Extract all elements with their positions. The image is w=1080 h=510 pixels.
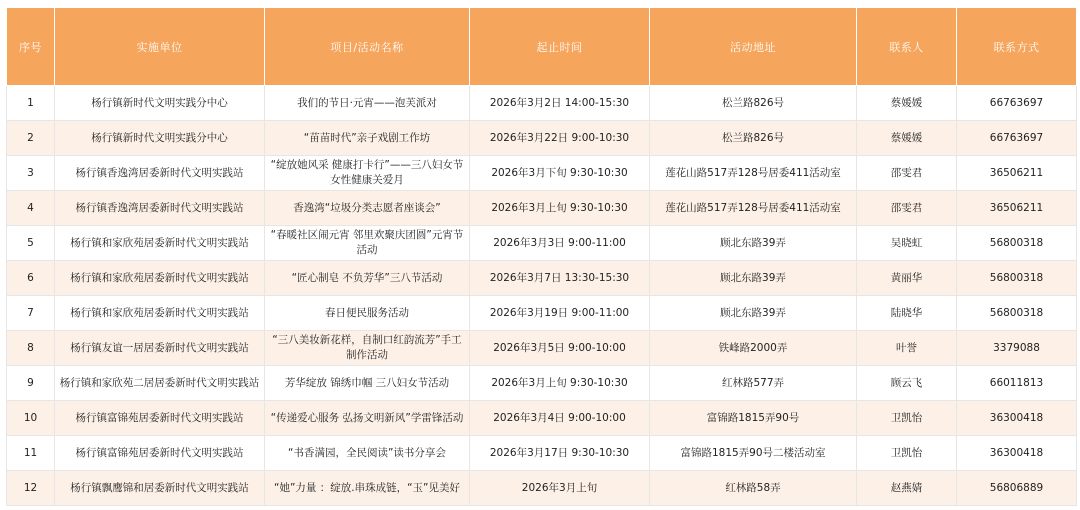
cell-time: 2026年3月下旬 9:30-10:30 bbox=[470, 156, 650, 191]
table-row bbox=[7, 191, 1077, 226]
table-row bbox=[7, 226, 1077, 261]
cell-contact: 吴晓虹 bbox=[857, 226, 957, 261]
cell-address: 顾北东路39弄 bbox=[650, 226, 857, 261]
cell-activity-name: “绽放她风采 健康打卡行”——三八妇女节女性健康关爱月 bbox=[265, 156, 470, 191]
cell-unit: 杨行镇和家欣苑居委新时代文明实践站 bbox=[55, 296, 265, 331]
cell-index: 8 bbox=[7, 331, 55, 366]
cell-phone: 56806889 bbox=[957, 471, 1077, 506]
cell-unit: 杨行镇飘鹰锦和居委新时代文明实践站 bbox=[55, 471, 265, 506]
cell-address: 顾北东路39弄 bbox=[650, 261, 857, 296]
cell-address: 莲花山路517弄128号居委411活动室 bbox=[650, 191, 857, 226]
table-row bbox=[7, 331, 1077, 366]
cell-index: 1 bbox=[7, 86, 55, 121]
cell-activity-name: 香逸湾“垃圾分类志愿者座谈会” bbox=[265, 191, 470, 226]
header-unit: 实施单位 bbox=[55, 8, 265, 86]
cell-unit: 杨行镇香逸湾居委新时代文明实践站 bbox=[55, 191, 265, 226]
cell-phone: 36506211 bbox=[957, 191, 1077, 226]
cell-address: 莲花山路517弄128号居委411活动室 bbox=[650, 156, 857, 191]
header-address: 活动地址 bbox=[650, 8, 857, 86]
table-row bbox=[7, 261, 1077, 296]
table-row bbox=[7, 156, 1077, 191]
cell-unit: 杨行镇富锦苑居委新时代文明实践站 bbox=[55, 401, 265, 436]
cell-time: 2026年3月5日 9:00-10:00 bbox=[470, 331, 650, 366]
cell-phone: 66763697 bbox=[957, 121, 1077, 156]
activity-table-container bbox=[6, 7, 1076, 506]
header-index: 序号 bbox=[7, 8, 55, 86]
cell-phone: 36506211 bbox=[957, 156, 1077, 191]
cell-time: 2026年3月4日 9:00-10:00 bbox=[470, 401, 650, 436]
cell-index: 11 bbox=[7, 436, 55, 471]
cell-contact: 卫凯怡 bbox=[857, 401, 957, 436]
cell-address: 松兰路826号 bbox=[650, 121, 857, 156]
cell-index: 4 bbox=[7, 191, 55, 226]
cell-contact: 顾云飞 bbox=[857, 366, 957, 401]
cell-activity-name: “苗苗时代”亲子戏剧工作坊 bbox=[265, 121, 470, 156]
cell-contact: 赵燕婧 bbox=[857, 471, 957, 506]
cell-time: 2026年3月17日 9:30-10:30 bbox=[470, 436, 650, 471]
cell-phone: 56800318 bbox=[957, 226, 1077, 261]
cell-activity-name: “春暖社区闹元宵 邻里欢聚庆团圆”元宵节活动 bbox=[265, 226, 470, 261]
cell-index: 12 bbox=[7, 471, 55, 506]
cell-unit: 杨行镇和家欣苑居委新时代文明实践站 bbox=[55, 226, 265, 261]
cell-unit: 杨行镇新时代文明实践分中心 bbox=[55, 86, 265, 121]
cell-phone: 66011813 bbox=[957, 366, 1077, 401]
table-row bbox=[7, 436, 1077, 471]
table-header-row bbox=[7, 8, 1077, 86]
header-activity-name: 项目/活动名称 bbox=[265, 8, 470, 86]
cell-contact: 陆晓华 bbox=[857, 296, 957, 331]
cell-phone: 66763697 bbox=[957, 86, 1077, 121]
cell-contact: 蔡媛媛 bbox=[857, 121, 957, 156]
cell-time: 2026年3月上旬 9:30-10:30 bbox=[470, 366, 650, 401]
header-time: 起止时间 bbox=[470, 8, 650, 86]
cell-index: 7 bbox=[7, 296, 55, 331]
cell-address: 富锦路1815弄90号 bbox=[650, 401, 857, 436]
cell-activity-name: 我们的节日·元宵——泡芙派对 bbox=[265, 86, 470, 121]
cell-address: 顾北东路39弄 bbox=[650, 296, 857, 331]
cell-unit: 杨行镇香逸湾居委新时代文明实践站 bbox=[55, 156, 265, 191]
table-body bbox=[7, 86, 1077, 506]
cell-contact: 邵雯君 bbox=[857, 191, 957, 226]
cell-index: 5 bbox=[7, 226, 55, 261]
cell-contact: 叶誉 bbox=[857, 331, 957, 366]
cell-activity-name: 春日便民服务活动 bbox=[265, 296, 470, 331]
table-row bbox=[7, 366, 1077, 401]
cell-index: 9 bbox=[7, 366, 55, 401]
table-row bbox=[7, 471, 1077, 506]
table-row bbox=[7, 86, 1077, 121]
cell-unit: 杨行镇富锦苑居委新时代文明实践站 bbox=[55, 436, 265, 471]
cell-phone: 3379088 bbox=[957, 331, 1077, 366]
cell-time: 2026年3月上旬 bbox=[470, 471, 650, 506]
cell-address: 铁峰路2000弄 bbox=[650, 331, 857, 366]
cell-activity-name: “她”力量 ：绽放.串珠成链，“玉”见美好 bbox=[265, 471, 470, 506]
cell-time: 2026年3月2日 14:00-15:30 bbox=[470, 86, 650, 121]
cell-unit: 杨行镇新时代文明实践分中心 bbox=[55, 121, 265, 156]
cell-unit: 杨行镇和家欣苑二居居委新时代文明实践站 bbox=[55, 366, 265, 401]
cell-contact: 卫凯怡 bbox=[857, 436, 957, 471]
header-phone: 联系方式 bbox=[957, 8, 1077, 86]
cell-phone: 56800318 bbox=[957, 261, 1077, 296]
activity-table bbox=[6, 7, 1077, 506]
cell-index: 3 bbox=[7, 156, 55, 191]
cell-index: 6 bbox=[7, 261, 55, 296]
cell-time: 2026年3月7日 13:30-15:30 bbox=[470, 261, 650, 296]
cell-time: 2026年3月22日 9:00-10:30 bbox=[470, 121, 650, 156]
cell-contact: 蔡媛媛 bbox=[857, 86, 957, 121]
cell-contact: 黄丽华 bbox=[857, 261, 957, 296]
cell-address: 红林路577弄 bbox=[650, 366, 857, 401]
cell-address: 松兰路826号 bbox=[650, 86, 857, 121]
cell-index: 10 bbox=[7, 401, 55, 436]
cell-activity-name: “传递爱心服务 弘扬文明新风”学雷锋活动 bbox=[265, 401, 470, 436]
cell-index: 2 bbox=[7, 121, 55, 156]
table-row bbox=[7, 121, 1077, 156]
cell-activity-name: “书香满园，全民阅读”读书分享会 bbox=[265, 436, 470, 471]
cell-address: 富锦路1815弄90号二楼活动室 bbox=[650, 436, 857, 471]
cell-unit: 杨行镇和家欣苑居委新时代文明实践站 bbox=[55, 261, 265, 296]
cell-phone: 56800318 bbox=[957, 296, 1077, 331]
cell-time: 2026年3月3日 9:00-11:00 bbox=[470, 226, 650, 261]
cell-phone: 36300418 bbox=[957, 436, 1077, 471]
cell-address: 红林路58弄 bbox=[650, 471, 857, 506]
cell-time: 2026年3月上旬 9:30-10:30 bbox=[470, 191, 650, 226]
header-contact: 联系人 bbox=[857, 8, 957, 86]
cell-activity-name: “三八美妆新花样，自制口红韵流芳”手工制作活动 bbox=[265, 331, 470, 366]
cell-unit: 杨行镇友谊一居居委新时代文明实践站 bbox=[55, 331, 265, 366]
table-row bbox=[7, 296, 1077, 331]
cell-activity-name: “匠心制皂 不负芳华”三八节活动 bbox=[265, 261, 470, 296]
cell-phone: 36300418 bbox=[957, 401, 1077, 436]
cell-activity-name: 芳华绽放 锦绣巾帼 三八妇女节活动 bbox=[265, 366, 470, 401]
cell-time: 2026年3月19日 9:00-11:00 bbox=[470, 296, 650, 331]
cell-contact: 邵雯君 bbox=[857, 156, 957, 191]
table-row bbox=[7, 401, 1077, 436]
